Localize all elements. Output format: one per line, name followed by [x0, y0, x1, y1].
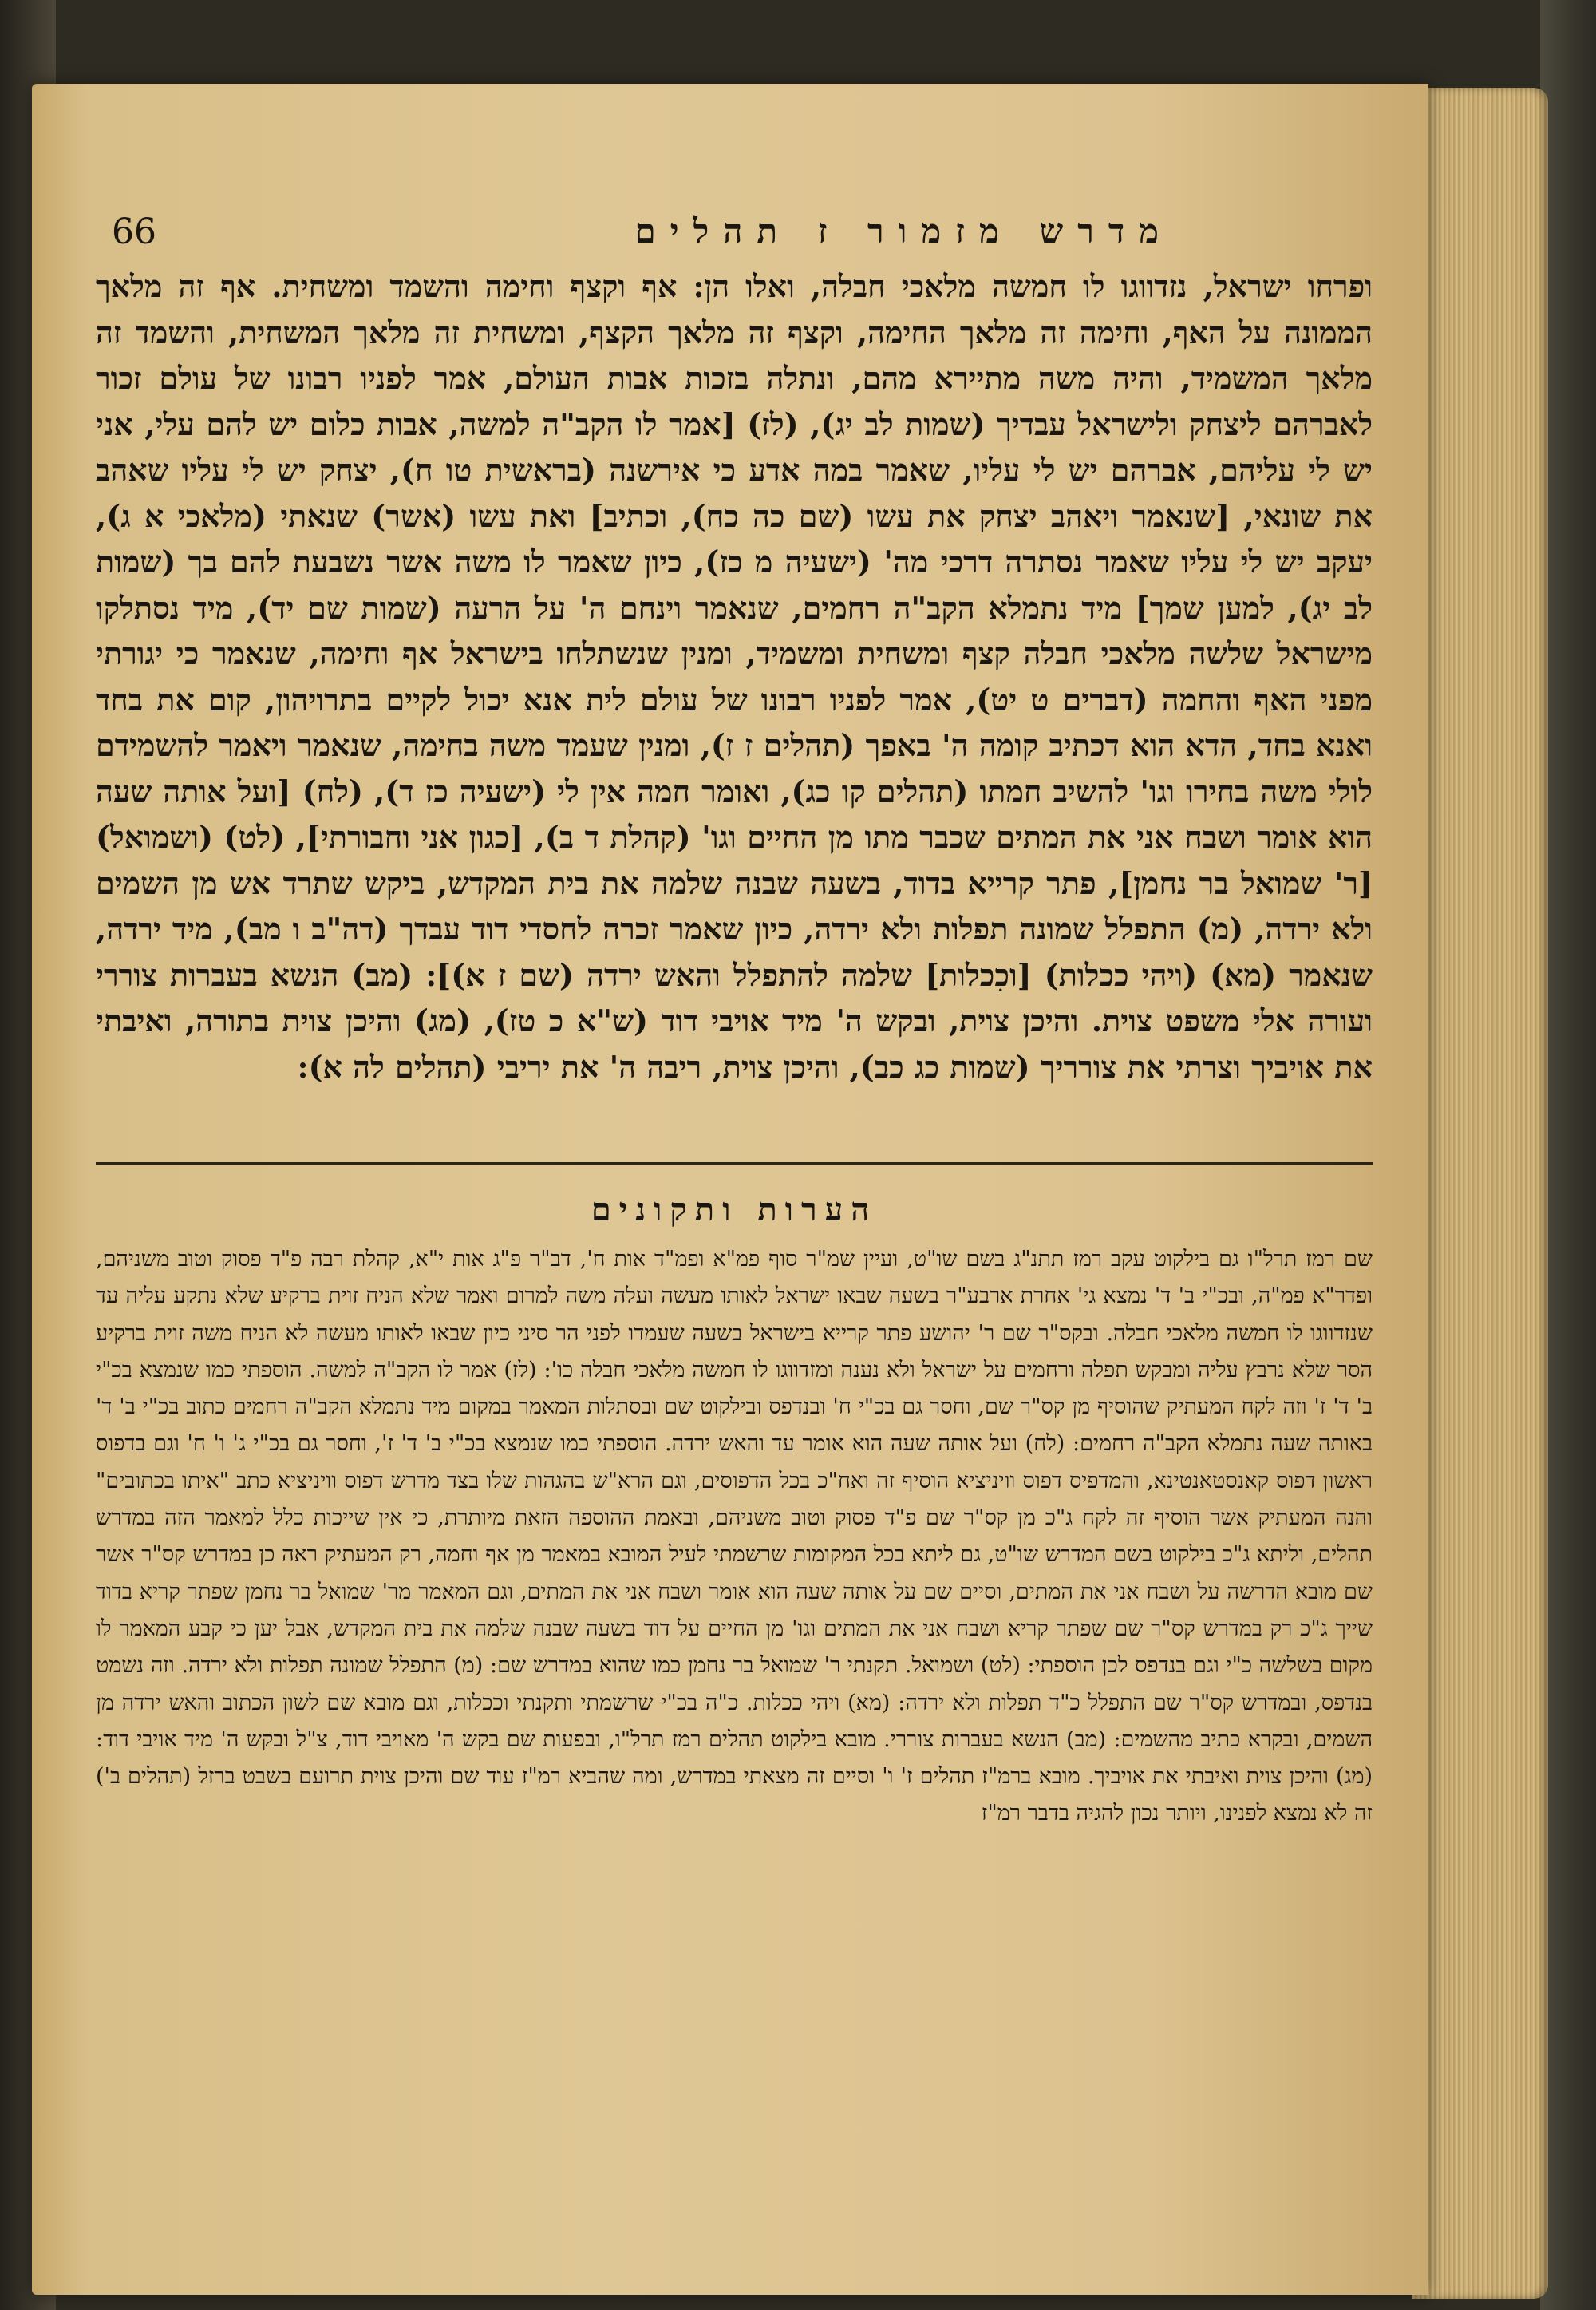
running-head-title: מדרש מזמור ז תהלים — [634, 212, 1173, 251]
section-divider — [96, 1162, 1373, 1165]
page-number: 66 — [112, 212, 156, 252]
running-head — [112, 212, 1357, 259]
notes-text: שם רמז תרל"ו גם בילקוט עקב רמז תתנ"ג בשם שו"ט, ועיין שמ"ר סוף פמ"א ופמ"ד אות ח', דב"ר פ"ג אות י"א, קהלת רבה פ"ד פסוק וטוב משניהם, ופדר"א פמ"ה, ובכ"י ב' ד' נמצא גי' אחרת ארבע"ר בשעה שבאו ישראל לאותו מעשה ועלה משה למרום ואמר שלא הניח זוית ברקיע שלא נתקע עליה עד שנזדווגו לו חמשה מלאכי חבלה. ובקס"ר שם ר' יהושע פתר קרייא בישראל בשעה שעמדו לפני הר סיני כיון שבאו לאותו מעשה לא הניח משה זוית ברקיע הסר שלא נרבץ עליה ומבקש תפלה ורחמים על ישראל ולא נענה ומזדווגו לו חמשה מלאכי חבלה כו': (לז) אמר לו הקב"ה למשה. הוספתי כמו שנמצא בכ"י ב' ד' ז' וזה לקח המעתיק שהוסיף מן קס"ר שם, וחסר גם בכ"י ח' ובנדפס ובילקוט שם ובסתלות המאמר במקום מיד נתמלא הקב"ה רחמים כתוב בכ"י ב' ד' באותה שעה נתמלא הקב"ה רחמים: (לח) ועל אותה שעה הוא אומר עד והאש ירדה. הוספתי כמו שנמצא בכ"י ב' ד' ז', וחסר גם בכ"י ג' ו' ח' וגם בדפוס ראשון דפוס קאנסטאנטינא, והמדפיס דפוס וויניציא הוסיף זה ואח"כ בכל הדפוסים, וגם הרא"ש בהגהות שלו בצד מדרש דפוס וויניציא כתב "איתו בכתובים" והנה המעתיק אשר הוסיף זה לקח ג"כ מן קס"ר שם פ"ד פסוק וטוב משניהם, ובאמת ההוספה הזאת מיותרת, כי אין שייכות כלל למאמר הזה במדרש תהלים, וליתא ג"כ בילקוט בשם המדרש שו"ט, גם ליתא בכל המקומות שרשמתי לעיל המובא במאמר מן אף וחמה, רק המעתיק ראה כן במדרש קס"ר אשר שם מובא הדרשה על ושבח אני את המתים, וסיים שם על אותה שעה הוא אומר ושבח אני את המתים, וגם המאמר מר' שמואל בר נחמן שפתר קריא בדוד שייך ג"כ רק במדרש קס"ר שם שפתר קריא ושבח אני את המתים וגו' מן החיים על דוד בשעה שבנה שלמה את בית המקדש, אבל יען כי קבע המאמר לו מקום בשלשה כ"י וגם בנדפס לכן הוספתי: (לט) ושמואל. תקנתי ר' שמואל בר נחמן כמו שהוא במדרש שם: (מ) התפלל שמונה תפלות ולא ירדה. וזה נשמט בנדפס, ובמדרש קס"ר שם התפלל כ"ד תפלות ולא ירדה: (מא) ויהי ככלות. כ"ה בכ"י שרשמתי ותקנתי וככלות, וגם מובא שם לשון הכתוב והאש ירדה מן השמים, ובקרא כתיב מהשמים: (מב) הנשא בעברות צוררי. מובא בילקוט תהלים רמז תרל"ו, ובפעות שם בקש ה' מאויבי דוד, צ"ל ובקש ה' מיד אויבי דוד: (מג) והיכן צוית ואיבתי את אויביך. מובא ברמ"ז תהלים ז' ו' וסיים זה מצאתי במדרש, ומה שהביא רמ"ז עוד שם והיכן צוית תרועם בשבט ברזל (תהלים ב') זה לא נמצא לפנינו, ויותר נכון להגיה בדבר רמ"ז — [96, 1247, 1373, 1826]
main-text: ופרחו ישראל, נזדווגו לו חמשה מלאכי חבלה, ואלו הן: אף וקצף וחימה והשמד ומשחית. אף זה מלאך הממונה על האף, וחימה זה מלאך החימה, וקצף זה מלאך הקצף, ומשחית זה מלאך המשחית, והשמד זה מלאך המשמיד, והיה משה מתיירא מהם, ונתלה בזכות אבות העולם, אמר לפניו רבונו של עולם זכור לאברהם ליצחק ולישראל עבדיך (שמות לב יג), (לז) [אמר לו הקב"ה למשה, אבות כלום יש להם עלי, אני יש לי עליהם, אברהם יש לי עליו, שאמר במה אדע כי אירשנה (בראשית טו ח), יצחק יש לי עליו שאהב את שונאי, [שנאמר ויאהב יצחק את עשו (שם כה כח), וכתיב] ואת עשו (אשר) שנאתי (מלאכי א ג), יעקב יש לי עליו שאמר נסתרה דרכי מה' (ישעיה מ כז), כיון שאמר לו משה אשר נשבעת להם בך (שמות לב יג), למען שמך] מיד נתמלא הקב"ה רחמים, שנאמר וינחם ה' על הרעה (שמות שם יד), מיד נסתלקו מישראל שלשה מלאכי חבלה קצף ומשחית ומשמיד, ומנין שנשתלחו בישראל אף וחימה, שנאמר כי יגורתי מפני האף והחמה (דברים ט יט), אמר לפניו רבונו של עולם לית אנא יכול לקיים בתרויהון, קום את בחד ואנא בחד, הדא הוא דכתיב קומה ה' באפך (תהלים ז ז), ומנין שעמד משה בחימה, שנאמר ויאמר להשמידם לולי משה בחירו וגו' להשיב חמתו (תהלים קו כג), ואומר חמה אין לי (ישעיה כז ד), (לח) [ועל אותה שעה הוא אומר ושבח אני את המתים שכבר מתו מן החיים וגו' (קהלת ד ב), [כגון אני וחבורתי], (לט) (ושמואל) [ר' שמואל בר נחמן], פתר קרייא בדוד, בשעה שבנה שלמה את בית המקדש, ביקש שתרד אש מן השמים ולא ירדה, (מ) התפלל שמונה תפלות ולא ירדה, כיון שאמר זכרה לחסדי דוד עבדך (דה"ב ו מב), מיד ירדה, שנאמר (מא) (ויהי ככלות) [וכִכלות] שלמה להתפלל והאש ירדה (שם ז א)]: (מב) הנשא בעברות צוררי ועורה אלי משפט צוית. והיכן צוית, ובקש ה' מיד אויבי דוד (ש"א כ טז), (מג) והיכן צוית בתורה, ואיבתי את אויביך וצרתי את צורריך (שמות כג כב), והיכן צוית, ריבה ה' את יריבי (תהלים לה א): — [96, 268, 1373, 1085]
main-text-block — [96, 263, 1373, 1090]
notes-block — [96, 1241, 1373, 1833]
page-edges — [1412, 88, 1548, 2299]
book-binding-right — [1540, 0, 1596, 2310]
notes-heading: הערות ותקונים — [591, 1191, 878, 1228]
